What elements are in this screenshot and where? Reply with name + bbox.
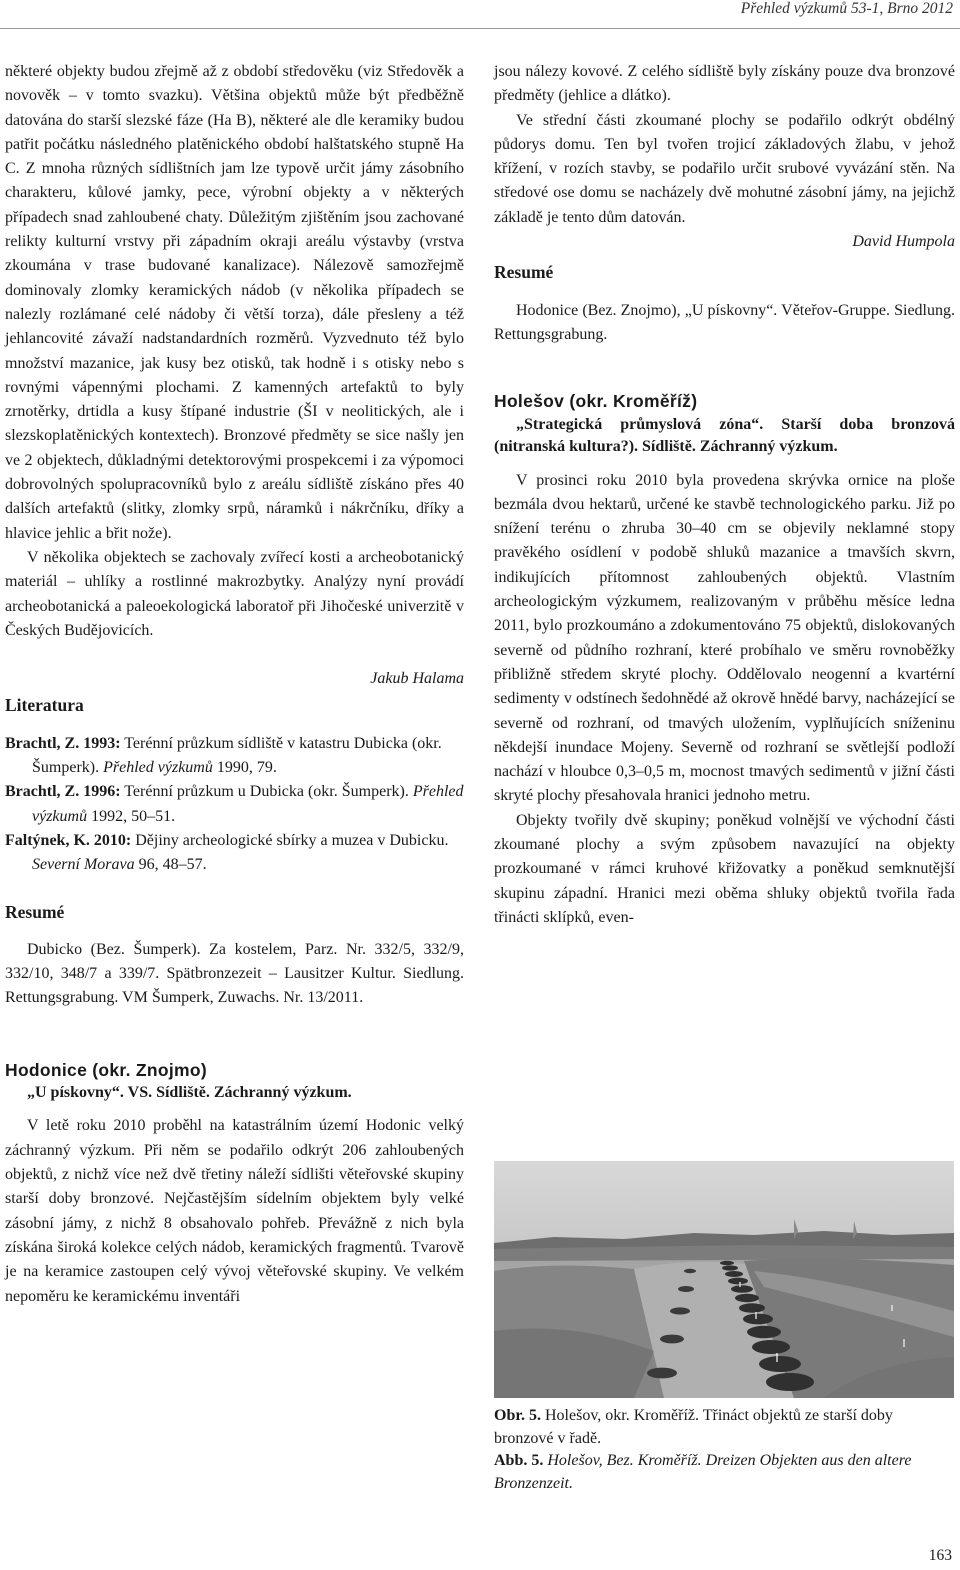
reference-journal: Severní Morava <box>32 856 135 874</box>
body-paragraph: některé objekty budou zřejmě až z období středověku (viz Středověk a novověk – v tomto svazku). Většina objektů může být předběžně datována do starší slezské fáze (Ha B), některé ale dle keramiky budou patřit počátku následného platěnického období halštatského stupně Ha C. Z mnoha různých sídlištních jam lze typově určit jámy zásobního charakteru, kůlové jamky, pece, výrobní objekty a v některých případech snad zahloubené chaty. Důležitým zjištěním jsou zachované relikty kulturní vrstvy při západním okraji areálu výstavby (vrstva zkoumána v trase budované kanalizace). Nálezově samozřejmě dominovaly zlomky keramických nádob (v několika případech se nalezly rozlámané celé nádoby či větší torza), dále přesleny a též jehlancovité závaží nadstandardních rozměrů. Vyzvednuto též bylo množství mazanice, jak kusy bez otisků, tak hodně i s otisky nebo s rovnými vápennými plochami. Z kamenných artefaktů to byly zrnotěrky, drtidla a kusy štípané industrie (ŠI v neolitických, ale i slezskoplatěnických kontextech). Bronzové předměty se sice našly jen ve 2 objektech, důkladnými detektorovými prospekcemi i za výpomoci dobrovolných spolupracovníků bylo z areálu sídliště získáno přes 40 dalších artefaktů (slitky, zlomky srpů, náramků i nákrčníku, dříky a hlavice jehlic a břit nože). <box>5 63 464 542</box>
resume-text: Hodonice (Bez. Znojmo), „U pískovny“. Věteřov-Gruppe. Siedlung. Rettungsgrabung. <box>494 301 955 343</box>
caption-text: Holešov, okr. Kroměříž. Třináct objektů ze starší doby bronzové v řadě. <box>494 1407 893 1447</box>
body-paragraph: V prosinci roku 2010 byla provedena skrývka ornice na ploše bezmála dvou hektarů, určené ke stavbě technologického parku. Již po snížení terénu o zhruba 30–40 cm se objevily neklamné stopy pravěkého osídlení v podobě shluků mazanice a tmavších skvrn, indikujících přítomnost zahloubených objektů. Vlastním archeologickým výzkumem, realizovaným v průběhu měsíce ledna 2011, bylo prozkoumáno a zdokumentováno 75 objektů, dislokovaných severně od půdního rozhraní, které probíhalo ve směru rovnoběžky přibližně středem skryté plochy. Oddělovalo neogenní a kvartérní sedimenty v odstínech šedohnědé až okrově hnědé barvy, nacházející se severně od rozhraní, od tmavých uložením, vyplňujících sníženinu někdejší inundace Mojeny. Severně od rozhraní se světlejší podloží nachází v hloubce 0,3–0,5 m, mocnost tmavých sedimentů v jižní části skryté plochy přesahovala hranici jednoho metru. <box>494 471 955 805</box>
reference-item <box>5 732 464 781</box>
body-paragraph: V několika objektech se zachovaly zvířecí kosti a archeobotanický materiál – uhlíky a rostlinné makrozbytky. Analýzy nyní provádí archeobotanická a paleoekologická laboratoř při Jihočeské univerzitě v Českých Budějovicích. <box>5 548 464 639</box>
excavation-photo <box>494 1161 954 1398</box>
reference-journal: Přehled výzkumů <box>103 759 213 777</box>
reference-list <box>5 732 464 878</box>
resume-heading: Resumé <box>494 262 554 283</box>
caption-label: Obr. 5. <box>494 1407 541 1424</box>
reference-details: 1992, 50–51. <box>87 807 176 825</box>
reference-title: Terénní průzkum sídliště v katastru Dubicka (okr. Šumperk). <box>32 734 442 777</box>
author-signature: David Humpola <box>852 233 955 251</box>
literatura-heading: Literatura <box>5 695 84 716</box>
site-heading-hodonice: Hodonice (okr. Znojmo) <box>5 1059 208 1080</box>
resume-text: Dubicko (Bez. Šumperk). Za kostelem, Parz. Nr. 332/5, 332/9, 332/10, 348/7 a 339/7. Spätbronzezeit – Lausitzer Kultur. Siedlung. Rettungsgrabung. VM Šumperk, Zuwachs. Nr. 13/2011. <box>5 940 464 1007</box>
site-subheading-hodonice: „U pískovny“. VS. Sídliště. Záchranný výzkum. <box>27 1083 352 1101</box>
figure-caption <box>494 1405 954 1495</box>
reference-author: Brachtl, Z. 1996: <box>5 783 121 801</box>
photo-drawing <box>494 1161 954 1398</box>
reference-details: 1990, 79. <box>212 759 277 777</box>
reference-title: Dějiny archeologické sbírky a muzea v Dubicku. <box>131 831 449 849</box>
reference-author: Faltýnek, K. 2010: <box>5 831 132 849</box>
page-number: 163 <box>928 1547 952 1564</box>
caption-czech <box>494 1405 954 1450</box>
left-column <box>5 60 464 1309</box>
reference-author: Brachtl, Z. 1993: <box>5 734 121 752</box>
site-subheading-holesov: „Strategická průmyslová zóna“. Starší doba bronzová (nitranská kultura?). Sídliště. Záchranný výzkum. <box>494 415 955 456</box>
right-column <box>494 60 955 930</box>
reference-item <box>5 829 464 878</box>
caption-german <box>494 1450 954 1495</box>
reference-details: 96, 48–57. <box>134 856 207 874</box>
resume-heading: Resumé <box>5 901 65 922</box>
body-paragraph: V letě roku 2010 proběhl na katastrálním území Hodonic velký záchranný výzkum. Při něm se podařilo odkrýt 206 zahloubených objektů, z nichž více než dvě třetiny náleží sídlišti věteřovské skupiny starší doby bronzové. Nejčastějším sídelním objektem byly velké zásobní jámy, z nichž 8 obsahovalo pohřeb. Převážně z nich byla získána široká kolekce celých nádob, keramických fragmentů. Tvarově je na keramice zastoupen celý vývoj věteřovské skupiny. Ve velkém nepoměru ke keramickému inventáři <box>5 1117 464 1305</box>
reference-journal: Přehled výzkumů <box>32 783 464 825</box>
body-paragraph: Objekty tvořily dvě skupiny; poněkud volnější ve východní části zkoumané plochy a svým způsobem navazující na objekty prozkoumané v rámci kruhové křižovatky a poněkud semknutější skupinu západní. Hranici mezi oběma shluky objektů tvořila řada třinácti sklípků, even- <box>494 811 955 926</box>
site-heading-holesov: Holešov (okr. Kroměříž) <box>494 391 698 412</box>
caption-label: Abb. 5. <box>494 1452 544 1469</box>
reference-item <box>5 780 464 829</box>
caption-text: Holešov, Bez. Kroměříž. Dreizen Objekten aus den altere Bronzenzeit. <box>494 1452 912 1492</box>
author-signature: Jakub Halama <box>370 670 464 688</box>
header-rule <box>0 28 960 29</box>
body-paragraph: jsou nálezy kovové. Z celého sídliště byly získány pouze dva bronzové předměty (jehlice a dlátko). <box>494 63 955 105</box>
reference-title: Terénní průzkum u Dubicka (okr. Šumperk). <box>120 783 413 801</box>
running-title: Přehled výzkumů 53-1, Brno 2012 <box>740 0 953 17</box>
body-paragraph: Ve střední části zkoumané plochy se podařilo odkrýt obdélný půdorys domu. Ten byl tvořen trojicí základových žlabu, v jehož křížení, v rozích stavby, se podařilo určit srubové vyvázání stěn. Na středové ose domu se nacházely dvě mohutné zásobní jámy, na jejichž základě je tento dům datován. <box>494 111 955 226</box>
